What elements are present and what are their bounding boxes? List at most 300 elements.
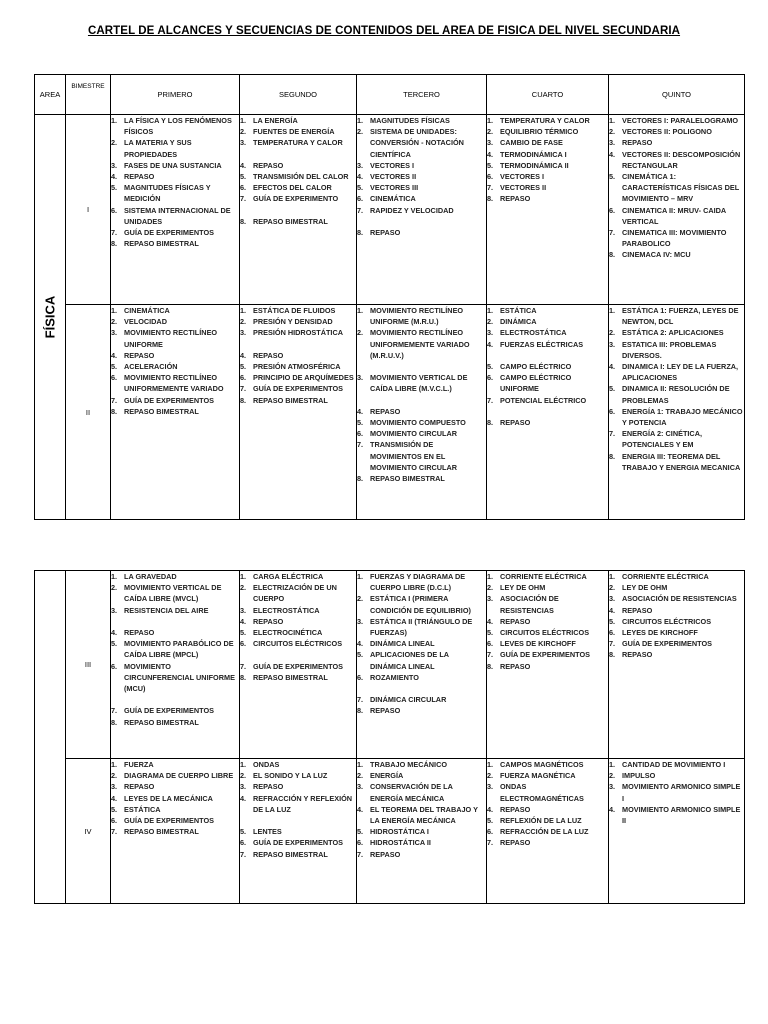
topic-number: 4.	[240, 350, 247, 360]
content-cell	[357, 571, 487, 759]
topic-item	[609, 126, 744, 137]
topic-number: 1.	[357, 306, 364, 315]
topic-text: VECTORES I	[370, 160, 415, 170]
list-spacer	[357, 683, 486, 694]
topic-text: HIDROSTÁTICA II	[370, 838, 431, 848]
topic-text: ESTÁTICA II (TRIÁNGULO DE FUERZAS)	[370, 616, 473, 638]
header-bimestre: BIMESTRE	[66, 75, 111, 115]
topic-number: 6.	[240, 183, 247, 193]
topic-text: MOVIMIENTO RECTILÍNEO UNIFORME	[124, 328, 218, 349]
list-spacer	[240, 339, 356, 350]
topic-text: REPASO	[124, 350, 155, 360]
topic-item	[609, 115, 744, 126]
topic-number: 8.	[111, 717, 118, 727]
topic-number: 3.	[609, 594, 616, 604]
topic-number: 4.	[609, 149, 616, 159]
topic-number: 4.	[240, 160, 247, 170]
topic-number: 8.	[609, 451, 616, 461]
topic-item	[240, 605, 356, 616]
topic-item	[609, 137, 744, 148]
topic-item	[240, 661, 356, 672]
topic-text: LEY DE OHM	[622, 583, 668, 593]
topic-item	[609, 571, 744, 582]
topic-item	[487, 417, 608, 428]
topic-number: 7.	[487, 838, 494, 848]
topic-number: 2.	[111, 317, 118, 327]
topic-number: 8.	[240, 216, 247, 226]
topic-number: 7.	[609, 639, 616, 649]
topic-number: 8.	[357, 706, 364, 716]
topic-number: 3.	[609, 138, 616, 148]
topic-text: REFLEXIÓN DE LA LUZ	[500, 816, 582, 826]
topic-number: 7.	[487, 395, 494, 405]
topic-text: VECTORES II	[370, 172, 417, 182]
topic-number: 5.	[357, 418, 364, 428]
topic-text: LEVES DE KIRCHOFF	[500, 639, 576, 649]
content-cell	[240, 115, 357, 305]
topic-number: 6.	[609, 406, 616, 416]
topic-text: REPASO	[253, 350, 284, 360]
topic-number: 4.	[487, 339, 494, 349]
content-cell	[240, 571, 357, 759]
topic-number: 6.	[240, 639, 247, 649]
topic-text: IMPULSO	[622, 771, 656, 781]
topic-item	[240, 781, 356, 792]
topic-item	[111, 361, 239, 372]
document-title: CARTEL DE ALCANCES Y SECUENCIAS DE CONTENIDOS DEL AREA DE FISICA DEL NIVEL SECUNDARIA	[87, 25, 681, 37]
topic-number: 5.	[240, 172, 247, 182]
topic-number: 5.	[487, 160, 494, 170]
topic-text: MOVIMIENTO RECTILÍNEO UNIFORMEMENTE VARIADO (M.R.U.V.)	[370, 328, 470, 360]
topic-text: REPASO	[253, 616, 284, 626]
topic-number: 1.	[357, 572, 364, 581]
topic-text: REPASO	[500, 838, 531, 848]
topic-text: LEY DE OHM	[500, 583, 546, 593]
topic-number: 1.	[240, 760, 247, 769]
topic-number: 7.	[357, 205, 364, 215]
topic-number: 2.	[357, 328, 364, 338]
topic-number: 7.	[357, 695, 364, 705]
topic-item	[487, 395, 608, 406]
bimester-row-2	[35, 305, 745, 520]
topic-list	[357, 305, 486, 484]
topic-text: REPASO	[124, 782, 155, 792]
topic-number: 3.	[609, 339, 616, 349]
topic-list	[609, 115, 744, 261]
topic-item	[357, 417, 486, 428]
topic-text: REPASO	[500, 661, 531, 671]
topic-text: MOVIMIENTO VERTICAL DE CAÍDA LIBRE (M.V.C.L.)	[370, 373, 468, 394]
content-cell	[111, 115, 240, 305]
syllabus-table-part-2	[34, 570, 745, 904]
topic-text: TRANSMISIÓN DEL CALOR	[253, 172, 349, 182]
bimester-label: IV	[66, 759, 111, 904]
topic-item	[609, 171, 744, 205]
topic-text: DINAMICA II: RESOLUCIÓN DE PROBLEMAS	[622, 384, 730, 405]
topic-number: 2.	[609, 127, 616, 137]
topic-text: DINÁMICA	[500, 317, 537, 327]
topic-item	[487, 115, 608, 126]
content-cell	[487, 305, 609, 520]
topic-number: 3.	[240, 605, 247, 615]
topic-item	[111, 115, 239, 137]
topic-text: REPASO BIMESTRAL	[253, 216, 328, 226]
topic-text: VELOCIDAD	[124, 317, 167, 327]
topic-number: 1.	[111, 116, 118, 125]
topic-item	[240, 361, 356, 372]
topic-list	[111, 305, 239, 417]
topic-text: ENERGIA III: TEOREMA DEL TRABAJO Y ENERGIA MECANICA	[622, 451, 741, 472]
topic-number: 7.	[240, 384, 247, 394]
topic-text: REPASO BIMESTRAL	[253, 672, 328, 682]
topic-text: REPASO BIMESTRAL	[253, 849, 328, 859]
topic-number: 2.	[609, 583, 616, 593]
topic-text: REPASO	[622, 605, 653, 615]
topic-text: REPASO	[124, 628, 155, 638]
topic-item	[487, 361, 608, 372]
topic-text: ONDAS ELECTROMAGNÉTICAS	[500, 782, 584, 803]
topic-number: 5.	[487, 628, 494, 638]
topic-text: FUERZA	[124, 760, 154, 769]
topic-number: 5.	[609, 616, 616, 626]
content-cell	[609, 759, 745, 904]
topic-number: 1.	[609, 116, 616, 125]
topic-item	[357, 406, 486, 417]
topic-number: 6.	[111, 205, 118, 215]
header-cuarto: CUARTO	[487, 75, 609, 115]
content-cell	[487, 571, 609, 759]
topic-text: MOVIMIENTO ARMONICO SIMPLE II	[622, 804, 741, 826]
topic-list	[357, 759, 486, 860]
topic-item	[487, 160, 608, 171]
topic-number: 8.	[609, 650, 616, 660]
topic-item	[240, 126, 356, 137]
topic-item	[357, 193, 486, 204]
list-spacer	[357, 395, 486, 406]
topic-number: 4.	[609, 605, 616, 615]
topic-text: REFRACCIÓN DE LA LUZ	[500, 827, 589, 837]
topic-number: 5.	[111, 804, 118, 814]
topic-text: DINAMICA I: LEY DE LA FUERZA, APLICACIONES	[622, 362, 739, 383]
topic-number: 8.	[240, 672, 247, 682]
topic-item	[609, 627, 744, 638]
topic-number: 1.	[111, 760, 118, 769]
topic-text: SISTEMA INTERNACIONAL DE UNIDADES	[124, 205, 231, 226]
topic-list	[487, 759, 608, 849]
topic-text: VECTORES I	[500, 172, 545, 182]
topic-text: MOVIMIENTO COMPUESTO	[370, 418, 466, 428]
topic-text: ELECTROCINÉTICA	[253, 628, 323, 638]
topic-list	[111, 759, 239, 837]
topic-number: 3.	[240, 138, 247, 148]
topic-text: REPASO	[500, 804, 531, 814]
topic-item	[111, 160, 239, 171]
topic-number: 8.	[487, 194, 494, 204]
topic-text: GUÍA DE EXPERIMENTOS	[622, 639, 713, 649]
topic-text: DINÁMICA CIRCULAR	[370, 695, 447, 705]
bimester-row-4	[35, 759, 745, 904]
topic-item	[357, 439, 486, 473]
topic-text: REPASO BIMESTRAL	[370, 474, 445, 484]
topic-number: 6.	[357, 429, 364, 439]
topic-number: 8.	[357, 228, 364, 238]
topic-number: 4.	[240, 793, 247, 803]
topic-number: 6.	[357, 672, 364, 682]
topic-number: 5.	[487, 362, 494, 372]
topic-number: 1.	[609, 572, 616, 581]
topic-text: CAMPO ELÉCTRICO UNIFORME	[500, 373, 572, 394]
topic-number: 5.	[487, 816, 494, 826]
topic-item	[240, 327, 356, 338]
topic-item	[240, 770, 356, 781]
header-quinto: QUINTO	[609, 75, 745, 115]
bimester-label: I	[66, 115, 111, 305]
topic-text: TRABAJO MECÁNICO	[370, 760, 448, 769]
topic-item	[609, 406, 744, 428]
topic-number: 3.	[357, 373, 364, 383]
topic-number: 4.	[357, 804, 364, 814]
topic-text: ESTATICA III: PROBLEMAS DIVERSOS.	[622, 339, 717, 360]
list-spacer	[487, 406, 608, 417]
bimester-label: III	[66, 571, 111, 759]
content-cell	[357, 115, 487, 305]
topic-item	[357, 160, 486, 171]
topic-item	[357, 849, 486, 860]
topic-number: 7.	[487, 183, 494, 193]
topic-number: 8.	[609, 250, 616, 260]
topic-number: 8.	[111, 406, 118, 416]
topic-text: TERMODINÁMICA II	[500, 160, 569, 170]
topic-text: CINEMATICA III: MOVIMIENTO PARABOLICO	[622, 228, 727, 249]
topic-list	[487, 571, 608, 672]
topic-text: MOVIMIENTO ARMONICO SIMPLE I	[622, 782, 741, 803]
topic-item	[111, 205, 239, 227]
topic-number: 6.	[111, 661, 118, 671]
topic-number: 7.	[609, 429, 616, 439]
topic-item	[357, 770, 486, 781]
topic-number: 3.	[111, 160, 118, 170]
topic-number: 4.	[111, 628, 118, 638]
topic-number: 3.	[111, 328, 118, 338]
topic-item	[609, 305, 744, 327]
topic-text: ELECTROSTÁTICA	[500, 328, 567, 338]
topic-item	[487, 593, 608, 615]
topic-text: GUÍA DE EXPERIMENTO	[253, 194, 339, 204]
topic-text: FUERZAS Y DIAGRAMA DE CUERPO LIBRE (D.C.L)	[370, 572, 466, 593]
topic-item	[111, 395, 239, 406]
topic-item	[111, 717, 239, 728]
topic-text: REPASO BIMESTRAL	[253, 395, 328, 405]
content-cell	[111, 305, 240, 520]
topic-number: 7.	[240, 849, 247, 859]
topic-number: 5.	[357, 650, 364, 660]
topic-number: 3.	[487, 782, 494, 792]
topic-number: 1.	[240, 306, 247, 315]
topic-text: MOVIMIENTO CIRCULAR	[370, 429, 458, 439]
topic-text: MOVIMIENTO RECTILÍNEO UNIFORMEMENTE VARIADO	[124, 373, 224, 394]
topic-number: 6.	[357, 194, 364, 204]
topic-text: REPASO	[500, 616, 531, 626]
topic-text: CANTIDAD DE MOVIMIENTO I	[622, 760, 726, 769]
content-cell	[111, 759, 240, 904]
topic-item	[111, 571, 239, 582]
header-tercero: TERCERO	[357, 75, 487, 115]
content-cell	[609, 305, 745, 520]
topic-text: RESISTENCIA DEL AIRE	[124, 605, 209, 615]
topic-number: 5.	[240, 362, 247, 372]
content-cell	[240, 759, 357, 904]
topic-text: GUÍA DE EXPERIMENTOS	[253, 838, 344, 848]
topic-text: CIRCUITOS ELÉCTRICOS	[622, 616, 712, 626]
topic-number: 1.	[487, 306, 494, 315]
topic-text: CINEMÁTICA	[370, 194, 416, 204]
topic-text: ESTÁTICA	[500, 306, 537, 315]
topic-item	[357, 672, 486, 683]
topic-list	[240, 305, 356, 406]
topic-list	[111, 571, 239, 728]
topic-text: DINÁMICA LINEAL	[370, 639, 435, 649]
topic-item	[357, 638, 486, 649]
topic-text: ENERGÍA 1: TRABAJO MECÁNICO Y POTENCIA	[622, 406, 743, 428]
topic-text: CIRCUITOS ELÉCTRICOS	[500, 628, 590, 638]
topic-number: 3.	[240, 328, 247, 338]
topic-item	[111, 605, 239, 616]
topic-number: 6.	[609, 205, 616, 215]
topic-item	[240, 216, 356, 227]
topic-text: LEYES DE KIRCHOFF	[622, 628, 698, 638]
area-label: FÍSICA	[42, 295, 58, 339]
topic-number: 5.	[357, 827, 364, 837]
topic-text: ACELERACIÓN	[124, 362, 178, 372]
topic-text: CONSERVACIÓN DE LA ENERGÍA MECÁNICA	[370, 782, 453, 803]
topic-item	[111, 627, 239, 638]
topic-list	[609, 305, 744, 473]
topic-item	[609, 605, 744, 616]
topic-item	[357, 171, 486, 182]
topic-item	[240, 837, 356, 848]
topic-text: FUENTES DE ENERGÍA	[253, 127, 335, 137]
topic-item	[357, 837, 486, 848]
topic-number: 2.	[609, 771, 616, 781]
topic-item	[240, 182, 356, 193]
topic-number: 3.	[487, 328, 494, 338]
topic-item	[487, 638, 608, 649]
topic-number: 2.	[357, 771, 364, 781]
topic-number: 6.	[487, 827, 494, 837]
topic-text: ESTÁTICA I (PRIMERA CONDICIÓN DE EQUILIBRIO)	[370, 594, 471, 615]
topic-number: 3.	[111, 782, 118, 792]
topic-item	[240, 571, 356, 582]
topic-item	[357, 115, 486, 126]
topic-text: APLICACIONES DE LA DINÁMICA LINEAL	[370, 650, 449, 671]
content-cell	[609, 571, 745, 759]
list-spacer	[240, 149, 356, 160]
topic-text: REPASO	[622, 138, 653, 148]
topic-number: 1.	[487, 572, 494, 581]
topic-number: 1.	[487, 760, 494, 769]
topic-text: REPASO	[370, 849, 401, 859]
topic-item	[240, 171, 356, 182]
topic-number: 6.	[240, 373, 247, 383]
topic-item	[240, 582, 356, 604]
topic-item	[487, 770, 608, 781]
topic-text: ASOCIACIÓN DE RESISTENCIAS	[622, 594, 737, 604]
topic-number: 4.	[609, 362, 616, 372]
topic-number: 2.	[111, 583, 118, 593]
topic-text: FUERZAS ELÉCTRICAS	[500, 339, 584, 349]
topic-item	[487, 627, 608, 638]
topic-text: RAPIDEZ Y VELOCIDAD	[370, 205, 454, 215]
topic-text: GUÍA DE EXPERIMENTOS	[124, 228, 215, 238]
topic-number: 5.	[609, 172, 616, 182]
topic-number: 2.	[357, 594, 364, 604]
topic-text: CINEMATICA II: MRUV- CAIDA VERTICAL	[622, 205, 726, 226]
topic-number: 8.	[240, 395, 247, 405]
topic-number: 7.	[240, 661, 247, 671]
topic-number: 4.	[240, 616, 247, 626]
topic-item	[240, 115, 356, 126]
topic-text: GUÍA DE EXPERIMENTOS	[253, 661, 344, 671]
topic-text: REPASO	[124, 172, 155, 182]
topic-text: CARGA ELÉCTRICA	[253, 572, 324, 581]
topic-item	[357, 649, 486, 671]
topic-number: 3.	[609, 782, 616, 792]
topic-text: HIDROSTÁTICA I	[370, 827, 429, 837]
topic-item	[111, 372, 239, 394]
topic-text: REPASO	[500, 194, 531, 204]
topic-text: CAMPOS MAGNÉTICOS	[500, 760, 584, 769]
topic-text: MOVIMIENTO VERTICAL DE CAÍDA LIBRE (MVCL)	[124, 583, 222, 604]
topic-number: 5.	[609, 384, 616, 394]
topic-number: 7.	[111, 706, 118, 716]
topic-item	[240, 137, 356, 148]
topic-text: REPASO	[370, 706, 401, 716]
topic-number: 1.	[609, 306, 616, 315]
topic-text: LA FÍSICA Y LOS FENÓMENOS FÍSICOS	[124, 116, 232, 137]
topic-item	[357, 372, 486, 394]
topic-item	[487, 327, 608, 338]
topic-number: 1.	[357, 116, 364, 125]
topic-item	[609, 249, 744, 260]
topic-number: 2.	[487, 127, 494, 137]
topic-text: MAGNITUDES FÍSICAS Y MEDICIÓN	[124, 183, 211, 204]
topic-text: VECTORES I: PARALELOGRAMO	[622, 116, 739, 125]
topic-text: LENTES	[253, 827, 282, 837]
topic-text: REPASO BIMESTRAL	[124, 827, 199, 837]
topic-item	[111, 137, 239, 159]
topic-item	[240, 672, 356, 683]
topic-item	[609, 638, 744, 649]
topic-number: 2.	[240, 317, 247, 327]
topic-number: 2.	[487, 583, 494, 593]
topic-number: 4.	[357, 639, 364, 649]
topic-number: 7.	[111, 395, 118, 405]
topic-text: VECTORES II: DESCOMPOSICIÓN RECTANGULAR	[622, 149, 741, 170]
topic-number: 1.	[240, 116, 247, 125]
topic-item	[111, 238, 239, 249]
topic-item	[609, 582, 744, 593]
topic-number: 4.	[487, 616, 494, 626]
topic-item	[357, 227, 486, 238]
topic-list	[240, 759, 356, 860]
list-spacer	[240, 205, 356, 216]
topic-item	[487, 137, 608, 148]
list-spacer	[240, 815, 356, 826]
topic-number: 2.	[240, 127, 247, 137]
topic-list	[487, 115, 608, 205]
topic-item	[111, 770, 239, 781]
topic-list	[609, 759, 744, 826]
